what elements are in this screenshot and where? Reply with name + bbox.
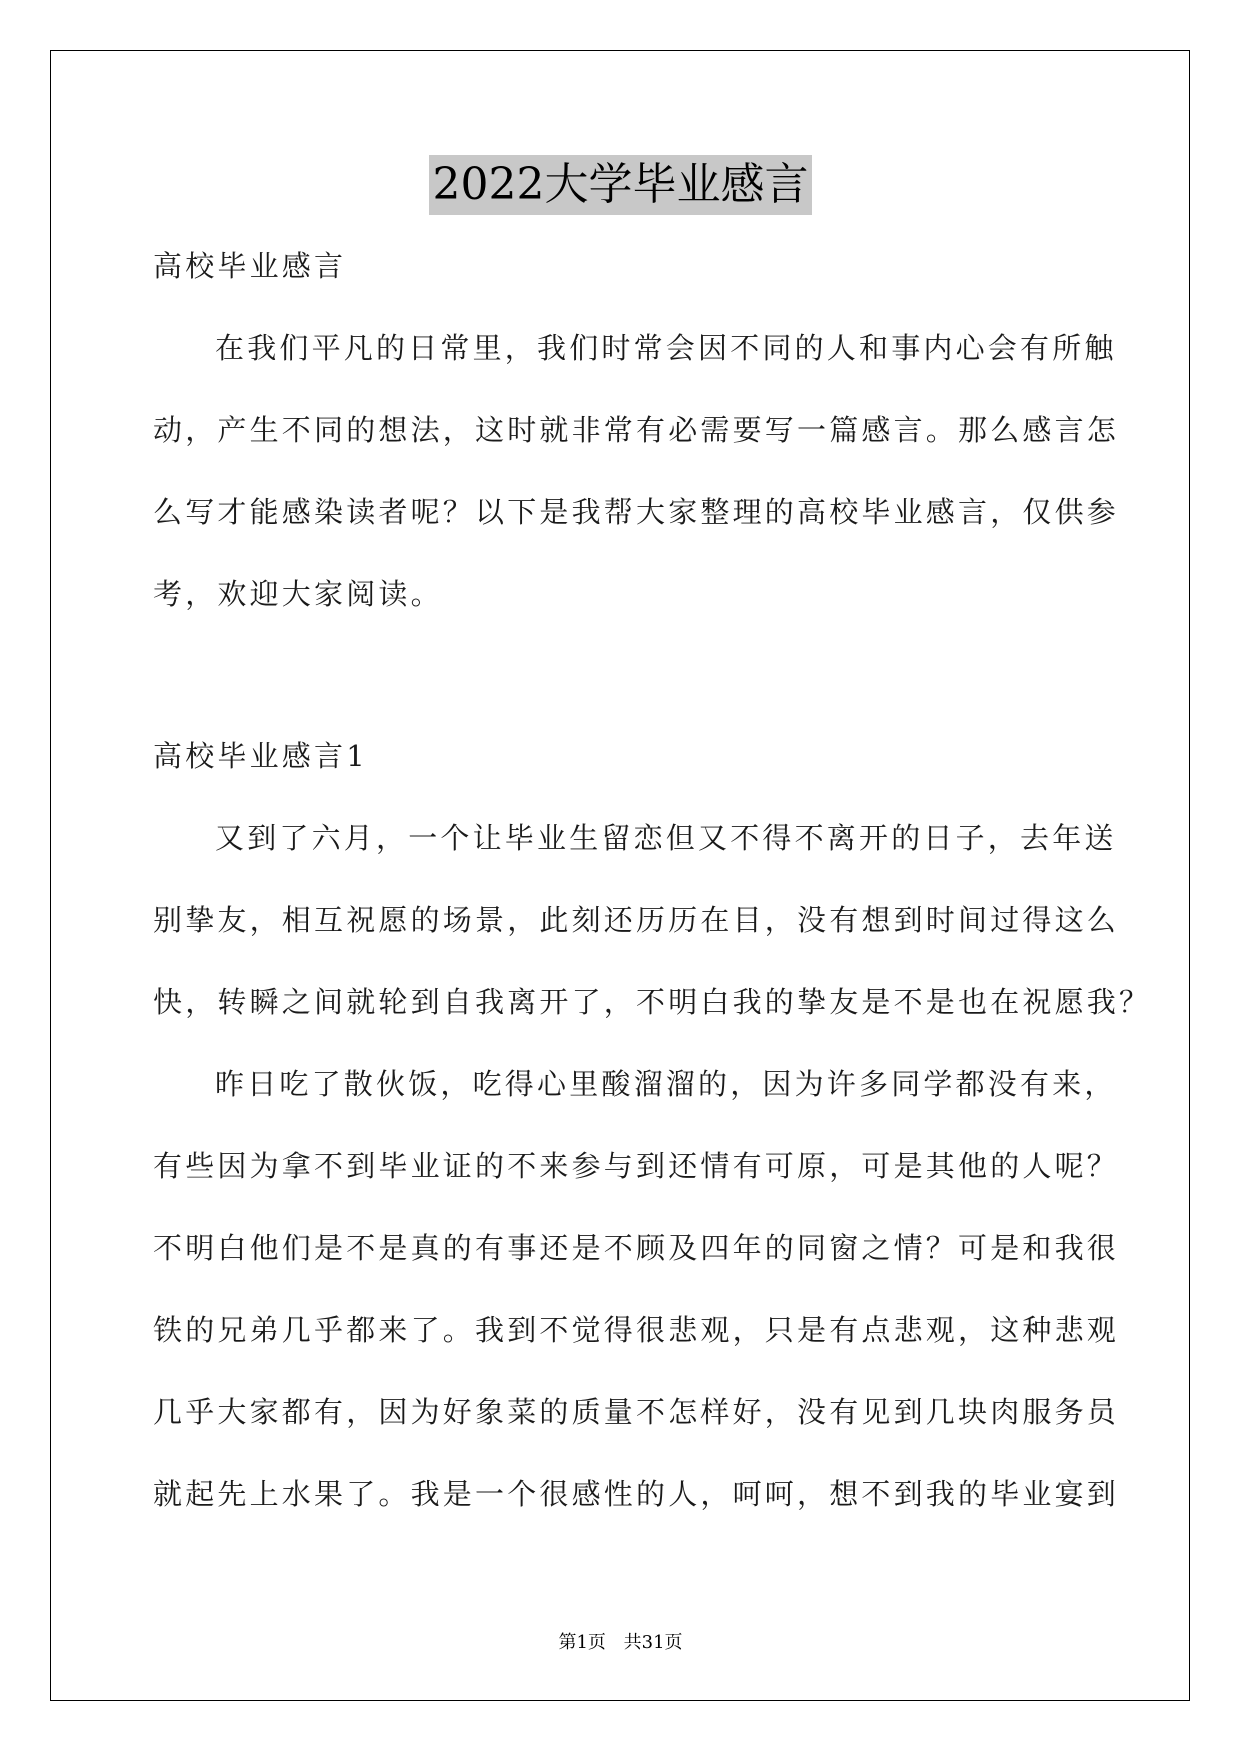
paragraph-line: 有些因为拿不到毕业证的不来参与到还情有可原，可是其他的人呢？	[153, 1149, 1120, 1183]
section-heading: 高校毕业感言1	[153, 739, 368, 773]
paragraph-line: 别挚友，相互祝愿的场景，此刻还历历在目，没有想到时间过得这么	[153, 903, 1120, 937]
page-footer	[0, 1628, 1241, 1654]
intro-line: 考，欢迎大家阅读。	[153, 577, 443, 611]
intro-line: 么写才能感染读者呢？以下是我帮大家整理的高校毕业感言，仅供参	[153, 495, 1120, 529]
total-pages: 共31页	[623, 1632, 683, 1653]
intro-line: 在我们平凡的日常里，我们时常会因不同的人和事内心会有所触	[215, 331, 1117, 365]
paragraph-line: 不明白他们是不是真的有事还是不顾及四年的同窗之情？可是和我很	[153, 1231, 1120, 1265]
paragraph-line: 昨日吃了散伙饭，吃得心里酸溜溜的，因为许多同学都没有来，	[215, 1067, 1117, 1101]
intro-heading: 高校毕业感言	[153, 249, 347, 283]
paragraph-line: 铁的兄弟几乎都来了。我到不觉得很悲观，只是有点悲观，这种悲观	[153, 1313, 1120, 1347]
paragraph-line: 快，转瞬之间就轮到自我离开了，不明白我的挚友是不是也在祝愿我？	[153, 985, 1152, 1019]
document-body	[153, 225, 1152, 1535]
intro-line: 动，产生不同的想法，这时就非常有必需要写一篇感言。那么感言怎	[153, 413, 1120, 447]
paragraph-line: 又到了六月，一个让毕业生留恋但又不得不离开的日子，去年送	[215, 821, 1117, 855]
title-container	[0, 155, 1241, 215]
paragraph-line: 就起先上水果了。我是一个很感性的人，呵呵，想不到我的毕业宴到	[153, 1477, 1120, 1511]
section-gap	[153, 635, 1098, 715]
page-number: 第1页	[558, 1632, 606, 1653]
paragraph-line: 几乎大家都有，因为好象菜的质量不怎样好，没有见到几块肉服务员	[153, 1395, 1120, 1429]
document-title: 2022大学毕业感言	[429, 155, 813, 215]
